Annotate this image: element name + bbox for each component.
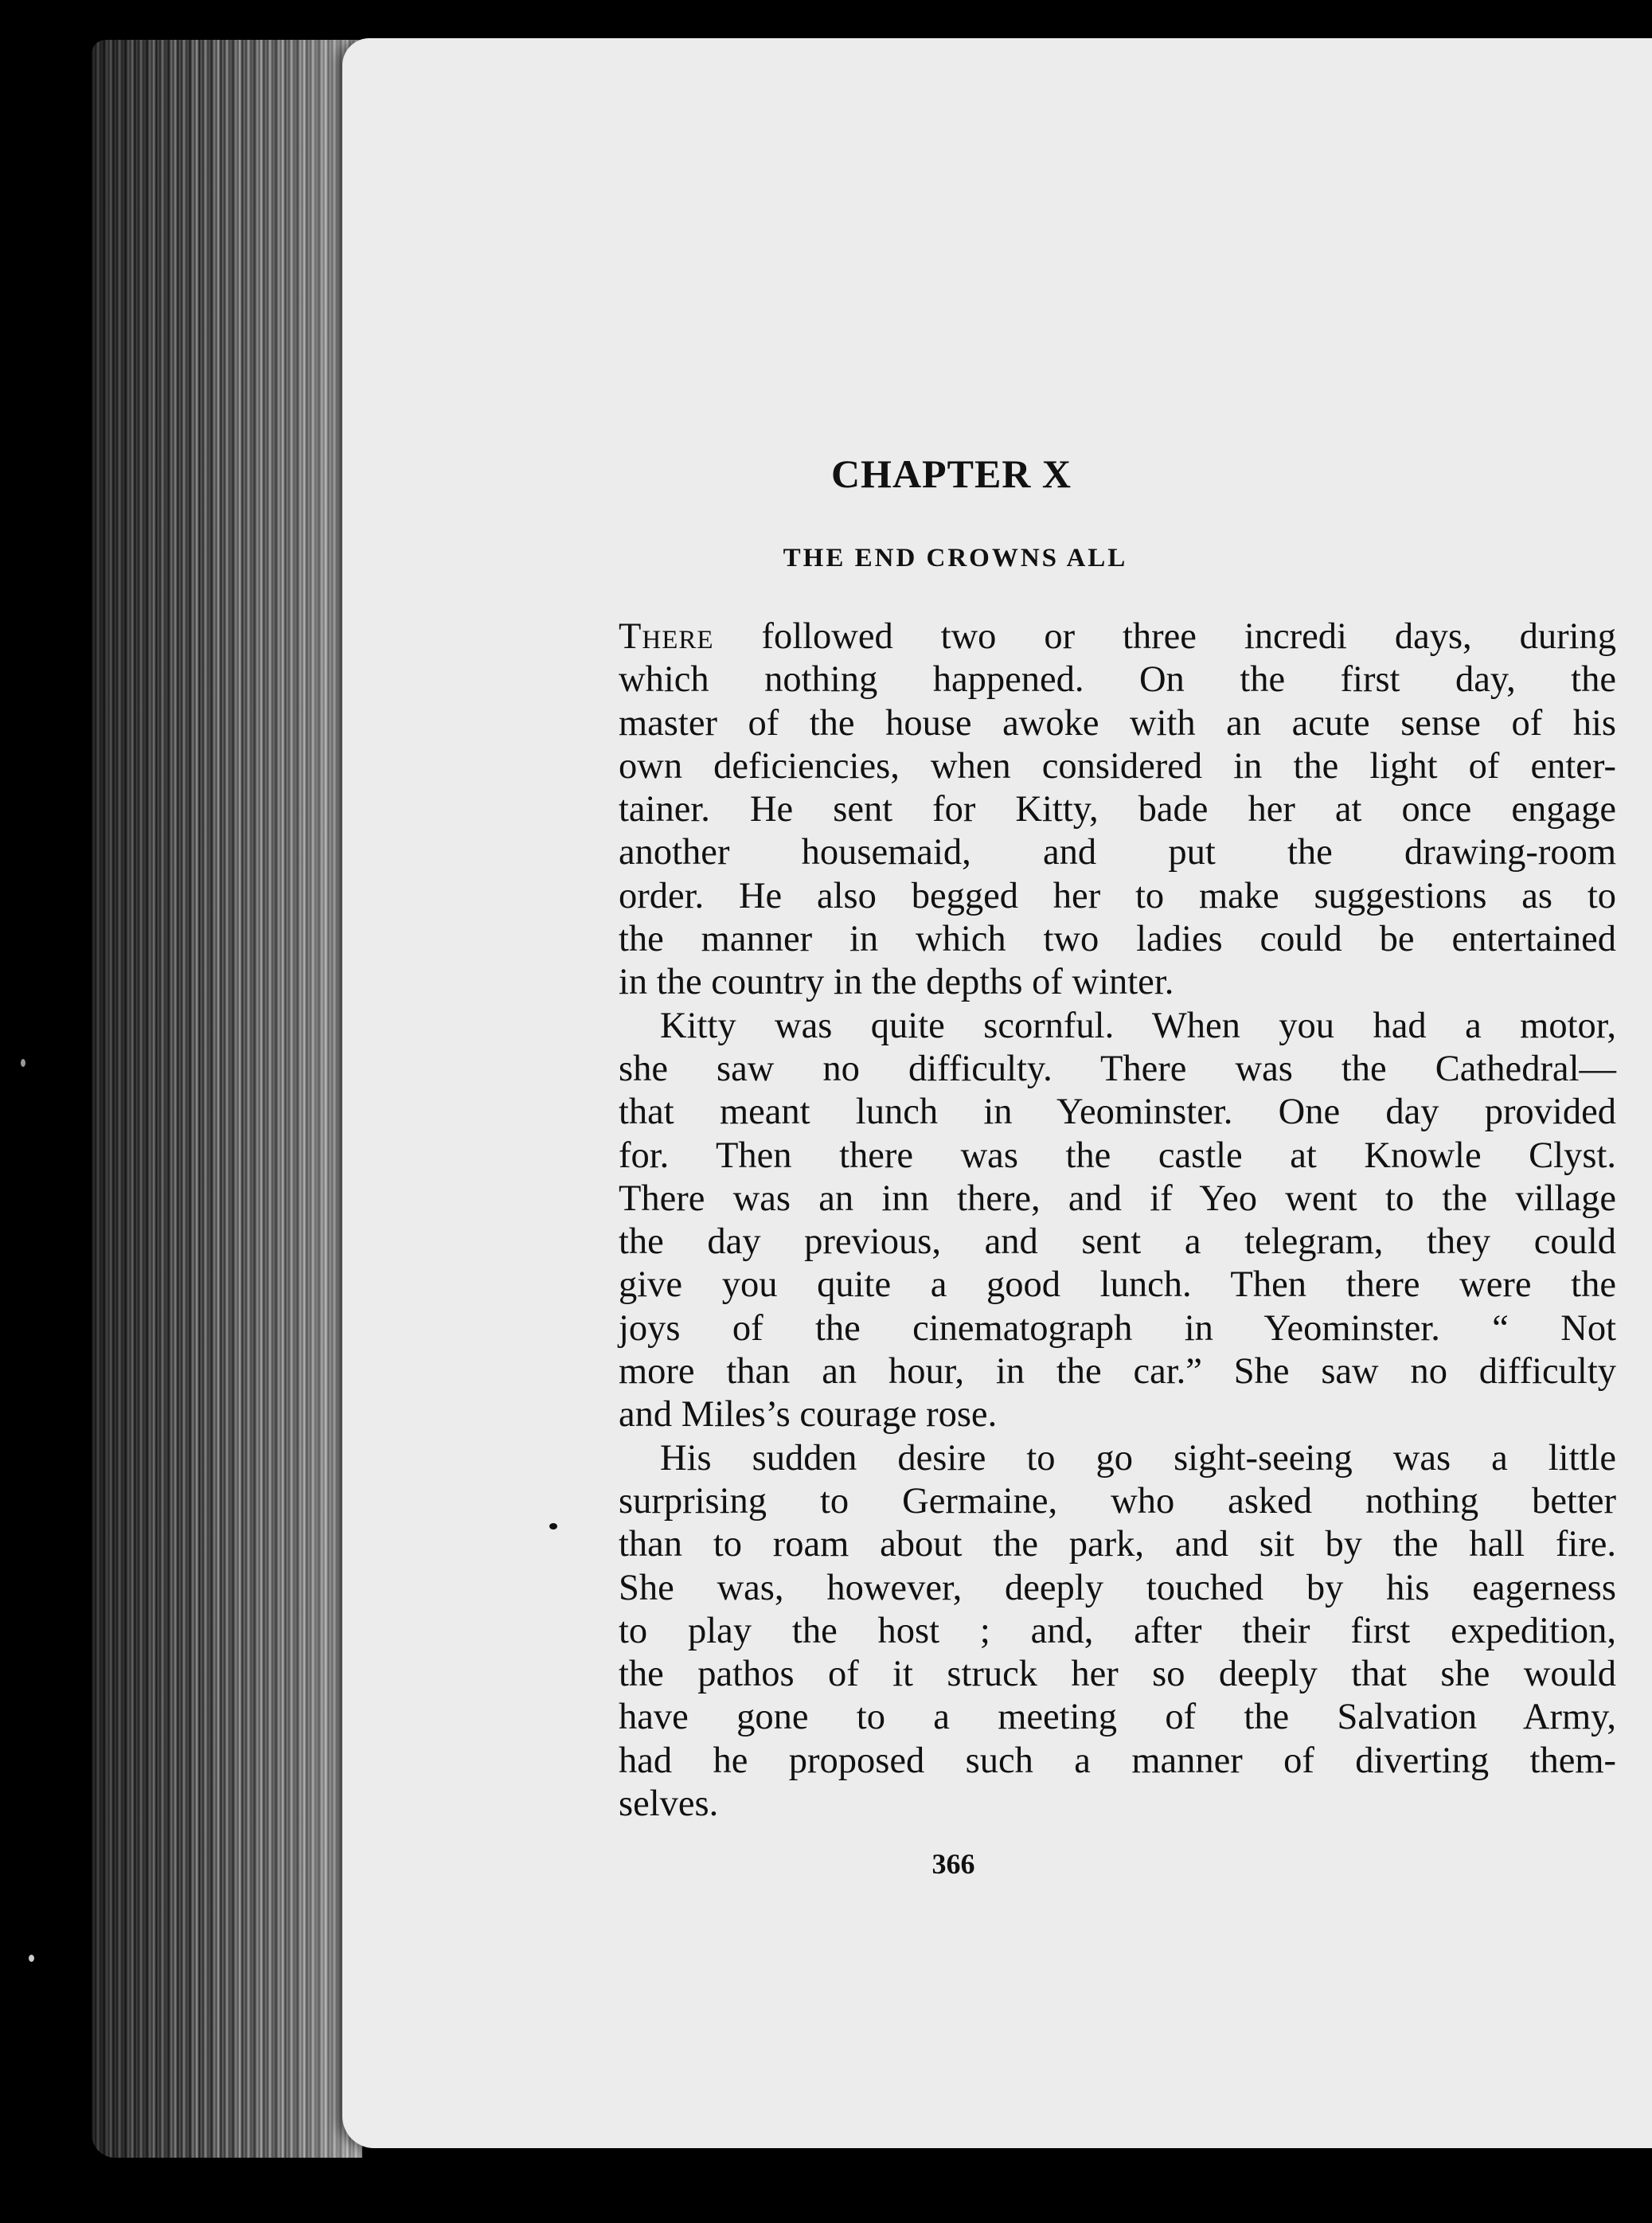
text-line: to play the host ; and, after their first expedition, (619, 1610, 1616, 1651)
text-line-rest: followed two or three incredi days, during (713, 616, 1616, 657)
text-line: she saw no difficulty. There was the Cathedral— (619, 1048, 1616, 1089)
text-line: which nothing happened. On the first day, the (619, 659, 1616, 701)
scan-speck (549, 1523, 557, 1530)
chapter-subtitle: THE END CROWNS ALL (783, 544, 1128, 572)
scan-speck (21, 1059, 25, 1067)
text-line: the pathos of it struck her so deeply that she would (619, 1654, 1616, 1695)
text-line: Kitty was quite scornful. When you had a motor, (660, 1005, 1616, 1046)
paragraph (619, 1005, 1616, 1437)
text-line: selves. (619, 1783, 719, 1825)
text-line: the manner in which two ladies could be entertained (619, 919, 1616, 960)
text-line: joys of the cinematograph in Yeominster. “ Not (619, 1307, 1616, 1349)
text-line: in the country in the depths of winter. (619, 962, 1174, 1003)
scan-speck (29, 1955, 34, 1962)
page-number: 366 (931, 1848, 975, 1880)
text-line: that meant lunch in Yeominster. One day provided (619, 1092, 1616, 1133)
text-line: master of the house awoke with an acute sense of his (619, 702, 1616, 744)
text-line: had he proposed such a manner of diverting them- (619, 1740, 1616, 1781)
text-line: have gone to a meeting of the Salvation Army, (619, 1697, 1616, 1738)
paragraph-lead-word: There (619, 616, 714, 657)
page-edges (92, 40, 362, 2158)
paragraph (619, 615, 1616, 1005)
text-line: for. Then there was the castle at Knowle Clyst. (619, 1135, 1616, 1176)
text-line: tainer. He sent for Kitty, bade her at once engage (619, 789, 1616, 830)
paragraph (619, 1437, 1616, 1826)
text-line: His sudden desire to go sight-seeing was a little (660, 1437, 1616, 1479)
text-line: She was, however, deeply touched by his eagerness (619, 1567, 1616, 1608)
text-line: than to roam about the park, and sit by the hall fire. (619, 1524, 1616, 1565)
chapter-heading: CHAPTER X (830, 451, 1072, 496)
chapter-body (619, 615, 1616, 1826)
text-line: more than an hour, in the car.” She saw no difficulty (619, 1351, 1616, 1393)
text-line: order. He also begged her to make suggestions as to (619, 875, 1616, 916)
text-line: another housemaid, and put the drawing-room (619, 832, 1616, 873)
text-line: and Miles’s courage rose. (619, 1394, 998, 1436)
text-line: own deficiencies, when considered in the light of enter- (619, 745, 1616, 787)
text-line: the day previous, and sent a telegram, they could (619, 1221, 1616, 1263)
text-line: surprising to Germaine, who asked nothing better (619, 1480, 1616, 1522)
text-line (619, 615, 1616, 658)
text-line: There was an inn there, and if Yeo went to the village (619, 1178, 1616, 1219)
text-line: give you quite a good lunch. Then there were the (619, 1264, 1616, 1306)
